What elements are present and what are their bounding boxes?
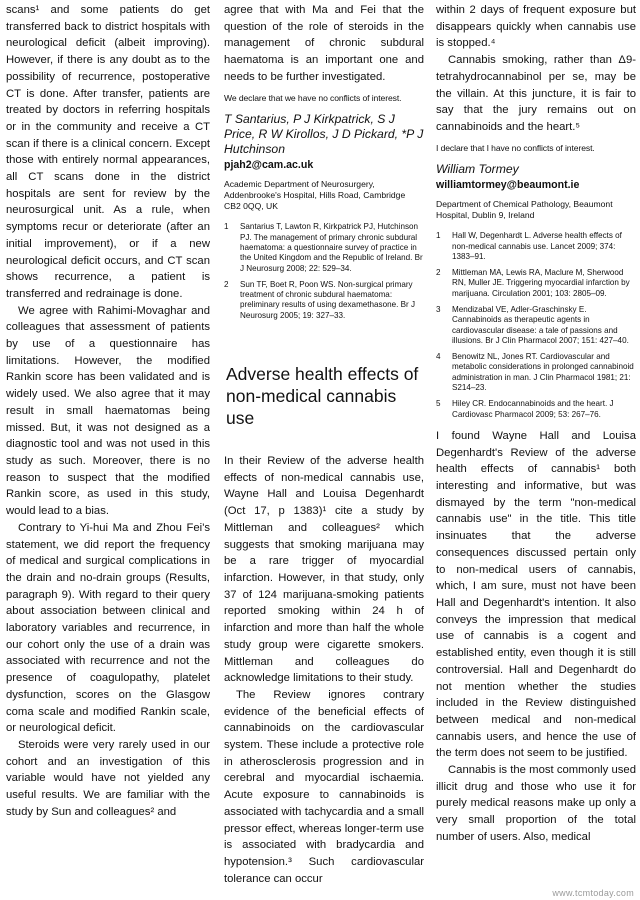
reference-text: Hall W, Degenhardt L. Adverse health effects of non-medical cannabis use. Lancet 2009; 374: 1383–91. xyxy=(452,231,622,261)
reference-number: 1 xyxy=(224,222,229,232)
reference-number: 1 xyxy=(436,231,441,241)
reference-number: 2 xyxy=(224,279,229,289)
author-list: T Santarius, P J Kirkpatrick, S J Price, R W Kirollos, J D Pickard, *P J Hutchinson xyxy=(224,111,424,156)
reference-item xyxy=(436,231,636,262)
reference-item xyxy=(436,352,636,393)
paragraph: In their Review of the adverse health effects of non-medical cannabis use, Wayne Hall and Louisa Degenhardt (Oct 17, p 1383)¹ cite a study by Mittleman and colleagues² which suggests that smoking marijuana may be a rare trigger of myocardial infarction. However, in that study, only 37 of 124 marijuana-smoking patients reported smoking within 24 h of infarction and more than half the whole study group were cigarette smokers. Mittleman and colleagues do acknowledge limitations to their study. xyxy=(224,455,424,685)
reference-number: 4 xyxy=(436,352,441,362)
conflict-declaration: I declare that I have no conflicts of interest. xyxy=(436,142,595,153)
watermark: www.tcmtoday.com xyxy=(552,888,634,898)
paragraph: within 2 days of frequent exposure but disappears quickly when cannabis use is stopped.⁴ xyxy=(436,4,636,50)
reference-text: Santarius T, Lawton R, Kirkpatrick PJ, Hutchinson PJ. The management of primary chronic subdural haematoma: a questionnaire survey of practice in the United Kingdom and the Republic of Ireland. Br J Neurosurg 2008; 22: 529–34. xyxy=(240,222,423,273)
column-2 xyxy=(224,2,424,898)
reference-item xyxy=(436,268,636,299)
paragraph: The Review ignores contrary evidence of the beneficial effects of cannabinoids on the cardiovascular system. These include a protective role in atherosclerosis progression and in cerebral and myocardial ischaemia. Acute exposure to cannabinoids is associated with tachycardia and a small pressor effect, whereas longer-term use is associated with bradycardia and hypotension.³ Such cardiovascular tolerance can occur xyxy=(224,688,424,885)
reference-text: Mittleman MA, Lewis RA, Maclure M, Sherwood RN, Muller JE. Triggering myocardial infarction by marijuana. Circulation 2001; 103: 2805–09. xyxy=(452,268,630,298)
reference-text: Benowitz NL, Jones RT. Cardiovascular and metabolic considerations in prolonged cannabinoid administration in man. J Clin Pharmacol 1981; 21: S214–23. xyxy=(452,352,634,393)
letter-author: William Tormey xyxy=(436,161,519,176)
conflict-declaration: We declare that we have no conflicts of interest. xyxy=(224,92,402,103)
paragraph: Contrary to Yi-hui Ma and Zhou Fei's statement, we did report the frequency of medical and surgical complications in the drain and no-drain groups (Results, paragraph 9). With regard to their query about association between clinical and laboratory variables and recurrence, in our cohort only the use of a drain was associated with recurrence and not the presence of coagulopathy, platelet dysfunction, scores on the Glasgow coma scale and modified Rankin scale, or neurological deficit. xyxy=(6,521,210,735)
reference-list xyxy=(436,231,636,420)
reference-number: 2 xyxy=(436,268,441,278)
reference-item xyxy=(224,222,424,273)
author-affiliation: Department of Chemical Pathology, Beaumont Hospital, Dublin 9, Ireland xyxy=(436,198,613,220)
paragraph: scans¹ and some patients do get transferred back to district hospitals with neurological deficit (albeit improving). However, if there is any doubt as to the possibility of recurrence, postoperative CT is done. After transfer, patients are treated by doctors in referring hospitals or in the community and receive a CT scan if there is a clinical concern. Except those with entirely normal appearances, all CT scans done in the district hospitals are sent for review by the neurosurgical unit. As a rule, when symptoms recur or deteriorate (after an initial improvement), or if a new neurological deficit occurs, and CT scan shows recurrence, a patient is transferred and redrainage is done. xyxy=(6,4,210,300)
paragraph: Cannabis smoking, rather than Δ9-tetrahydrocannabinol per se, may be the villain. At this juncture, it is fair to say that the jury remains out on cannabinoids and the heart.⁵ xyxy=(436,54,636,133)
reference-text: Sun TF, Boet R, Poon WS. Non-surgical primary treatment of chronic subdural haematoma: preliminary results of using dexamethasone. Br J Neurosurg 2005; 19: 327–33. xyxy=(240,279,415,320)
article-headline: Adverse health effects of non-medical cannabis use xyxy=(226,364,419,429)
paragraph: Steroids were very rarely used in our cohort and an investigation of this variable would have not yielded any useful results. We are familiar with the study by Sun and colleagues² and xyxy=(6,738,210,818)
author-affiliation: Academic Department of Neurosurgery, Addenbrooke's Hospital, Hills Road, Cambridge CB2 0QQ, UK xyxy=(224,178,406,212)
paragraph: I found Wayne Hall and Louisa Degenhardt's Review of the adverse health effects of cannabis¹ both interesting and informative, but was dismayed by the term "non-medical cannabis use" in the title. This title insinuates that the adverse consequences discussed pertain only to non-medical users of cannabis, which, I am sure, must not have been Hall and Degenhardt's intention. It also conveys the impression that medical use of cannabis is a cogent and established entity, even though it is still controversial. Hall and Degenhardt do not mention whether the studies included in the Review distinguished between medical and non-medical cannabis users, and hence the use of the term does not seem to be justified. xyxy=(436,429,636,760)
reference-item xyxy=(436,305,636,346)
reference-text: Mendizabal VE, Adler-Graschinsky E. Cannabinoids as therapeutic agents in cardiovascular disease: a tale of passions and illusions. Br J Clin Pharmacol 2007; 151: 427–40. xyxy=(452,305,629,345)
reference-text: Hiley CR. Endocannabinoids and the heart. J Cardiovasc Pharmacol 2009; 53: 267–76. xyxy=(452,399,614,419)
reference-number: 3 xyxy=(436,305,441,314)
reference-item xyxy=(436,399,636,420)
paragraph: Cannabis is the most commonly used illicit drug and those who use it for purely medical reasons make up only a very small proportion of the total number of users. Also, medical xyxy=(436,764,636,843)
column-1 xyxy=(6,2,210,898)
author-email[interactable]: williamtormey@beaumont.ie xyxy=(436,178,580,191)
reference-number: 5 xyxy=(436,399,441,409)
reference-item xyxy=(224,280,424,321)
author-email[interactable]: pjah2@cam.ac.uk xyxy=(224,158,314,171)
column-3 xyxy=(436,2,636,898)
paragraph: agree that with Ma and Fei that the question of the role of steroids in the management of chronic subdural haematoma is an important one and needs to be further investigated. xyxy=(224,4,424,83)
paragraph: We agree with Rahimi-Movaghar and colleagues that assessment of patients by use of a questionnaire has limitations. However, the modified Rankin score has been validated and is widely used. We also agree that it may result in small haematomas being missed. But, it was not designed as a diagnostic tool and was not used in this study as such. Moreover, there is no reason to suspect that the modified Rankin score, as used in this study, would lead to a bias. xyxy=(6,304,210,518)
reference-list xyxy=(224,222,424,321)
